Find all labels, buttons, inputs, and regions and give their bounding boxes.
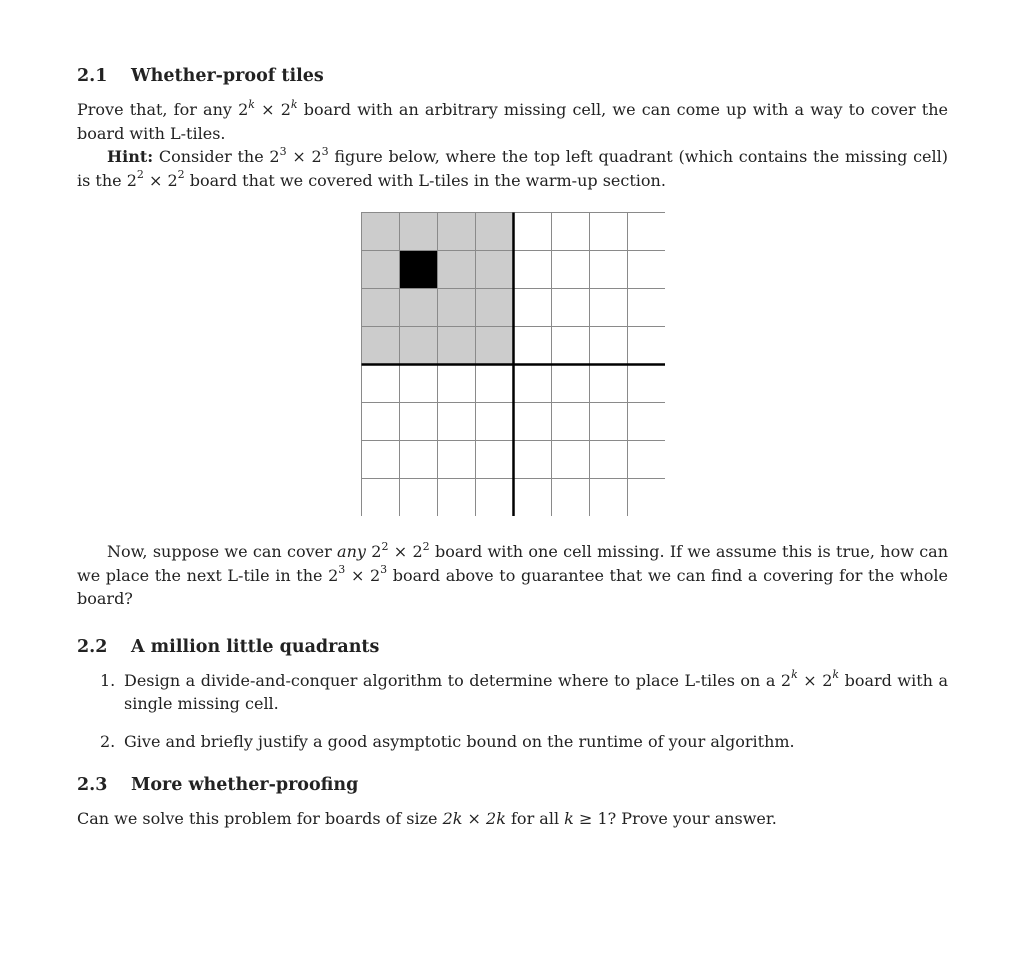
hint-label: Hint: bbox=[107, 147, 154, 166]
math-2-3-x-2-3: $2^3 \times 2^3$ bbox=[269, 144, 329, 166]
board-cell bbox=[362, 441, 400, 479]
section-title: A million little quadrants bbox=[131, 636, 380, 657]
board-cell bbox=[552, 441, 590, 479]
board-cell bbox=[362, 365, 400, 403]
document-page bbox=[77, 66, 948, 831]
board-cell bbox=[514, 289, 552, 327]
board-cell bbox=[552, 327, 590, 365]
board-cell bbox=[362, 251, 400, 289]
board-cell bbox=[400, 213, 438, 251]
board-cell bbox=[552, 479, 590, 517]
board-cell bbox=[400, 365, 438, 403]
board-grid bbox=[361, 212, 665, 516]
math-k-geq-1: k ≥ 1 bbox=[564, 809, 608, 828]
board-cell bbox=[438, 251, 476, 289]
board-cell bbox=[476, 479, 514, 517]
board-cell bbox=[628, 327, 666, 365]
math-2-2-x-2-2: $2^2 \times 2^2$ bbox=[126, 168, 185, 190]
board-cell bbox=[628, 213, 666, 251]
board-cell bbox=[514, 441, 552, 479]
board-cell bbox=[552, 251, 590, 289]
list-item: 1. Design a divide-and-conquer algorithm to determine where to place L-tiles on a 2$^k$ × 2$^k$ board with a single missing cell. bbox=[100, 668, 948, 713]
math-2-3-x-2-3: $2^3 \times 2^3$ bbox=[328, 563, 388, 585]
board-cell bbox=[514, 365, 552, 403]
section-number: 2.1 bbox=[77, 66, 108, 86]
board-cell bbox=[514, 403, 552, 441]
board-cell bbox=[590, 289, 628, 327]
missing-cell bbox=[400, 251, 438, 289]
board-cell bbox=[362, 403, 400, 441]
question-list bbox=[77, 669, 948, 754]
board-cell bbox=[552, 213, 590, 251]
paragraph-hint: Hint: Consider the $2^3 \times 2^3$ figure below, where the top left quadrant (which contains the missing cell) is the $2^2 \times 2^2$ board that we covered with L-tiles in the warm-up section. bbox=[77, 144, 948, 190]
board-cell bbox=[438, 213, 476, 251]
board-cell bbox=[590, 365, 628, 403]
board-cell bbox=[476, 365, 514, 403]
board-cell bbox=[438, 479, 476, 517]
board-cell bbox=[552, 403, 590, 441]
board-figure bbox=[77, 192, 948, 532]
board-cell bbox=[400, 327, 438, 365]
board-cell bbox=[400, 479, 438, 517]
board-cell bbox=[362, 327, 400, 365]
board-cell bbox=[400, 403, 438, 441]
board-cell bbox=[590, 403, 628, 441]
section-title: Whether-proof tiles bbox=[131, 66, 324, 86]
board-cell bbox=[628, 403, 666, 441]
board-cell bbox=[552, 289, 590, 327]
paragraph-more: Can we solve this problem for boards of size 2k × 2k for all k ≥ 1? Prove your answer. bbox=[77, 809, 777, 828]
board-cell bbox=[438, 441, 476, 479]
board-cell bbox=[438, 327, 476, 365]
paragraph-prove: Prove that, for any 2$^k$ × 2$^k$ board with an arbitrary missing cell, we can come up with a way to cover the board with L-tiles. bbox=[77, 97, 948, 143]
board-cell bbox=[590, 441, 628, 479]
board-cell bbox=[438, 403, 476, 441]
board-cell bbox=[514, 251, 552, 289]
board-cell bbox=[476, 213, 514, 251]
board-cell bbox=[590, 327, 628, 365]
math-2k-x-2k-linear: 2k × 2k bbox=[442, 809, 506, 828]
board-cell bbox=[362, 289, 400, 327]
board-cell bbox=[476, 327, 514, 365]
board-cell bbox=[476, 441, 514, 479]
board-cell bbox=[628, 365, 666, 403]
board-cell bbox=[438, 289, 476, 327]
board-cell bbox=[362, 479, 400, 517]
list-item: 2. Give and briefly justify a good asymptotic bound on the runtime of your algorithm. bbox=[100, 731, 795, 751]
board-cell bbox=[400, 441, 438, 479]
board-cell bbox=[362, 213, 400, 251]
board-cell bbox=[514, 213, 552, 251]
board-cell bbox=[628, 289, 666, 327]
board-cell bbox=[628, 251, 666, 289]
section-heading-2-1 bbox=[77, 66, 948, 86]
board-cell bbox=[476, 403, 514, 441]
section-number: 2.2 bbox=[77, 636, 108, 657]
board-cell bbox=[514, 327, 552, 365]
board-cell bbox=[438, 365, 476, 403]
math-2-2-x-2-2: $2^2 \times 2^2$ bbox=[371, 539, 430, 561]
board-cell bbox=[628, 441, 666, 479]
section-heading-2-2 bbox=[77, 637, 948, 657]
board-cell bbox=[552, 365, 590, 403]
board-cell bbox=[628, 479, 666, 517]
board-cell bbox=[590, 479, 628, 517]
board-cell bbox=[476, 251, 514, 289]
section-number: 2.3 bbox=[77, 775, 108, 795]
section-heading-2-3 bbox=[77, 775, 948, 795]
paragraph-now-suppose: Now, suppose we can cover any $2^2 \times 2^2$ board with one cell missing. If we assume this is true, how can we place the next L-tile in the $2^3 \times 2^3$ board above to guarantee that we can find a covering for the whole board? bbox=[77, 539, 949, 608]
math-2k-x-2k: 2$^k$ × 2$^k$ bbox=[238, 97, 298, 119]
board-cell bbox=[590, 251, 628, 289]
board-cell bbox=[400, 289, 438, 327]
section-title: More whether-proofing bbox=[131, 775, 359, 795]
board-cell bbox=[476, 289, 514, 327]
board-cell bbox=[514, 479, 552, 517]
board-cell bbox=[590, 213, 628, 251]
math-2k-x-2k: 2$^k$ × 2$^k$ bbox=[780, 668, 840, 690]
